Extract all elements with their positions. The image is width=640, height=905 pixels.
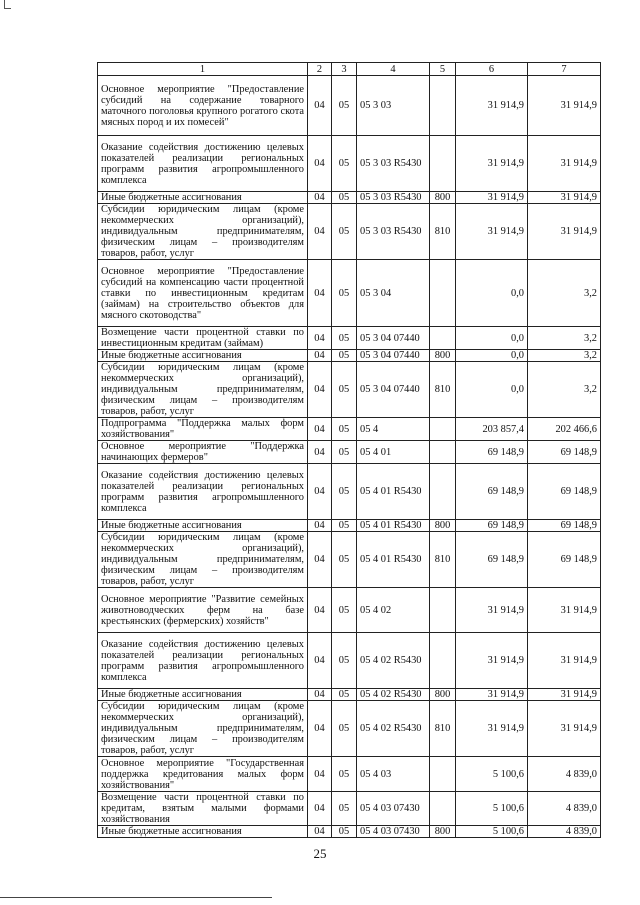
row-expense-type-code (430, 441, 456, 464)
row-section-code: 04 (308, 362, 332, 418)
row-expense-type-code: 810 (430, 204, 456, 260)
header-col-4: 4 (357, 63, 430, 76)
row-description: Оказание содействия достижению целевых показателей реализации региональных программ развития агропромышленного комплекса (98, 633, 308, 689)
row-amount-2: 69 148,9 (528, 520, 601, 532)
row-description: Подпрограмма "Поддержка малых форм хозяйствования" (98, 418, 308, 441)
row-expense-type-code: 810 (430, 362, 456, 418)
row-amount-1: 0,0 (456, 327, 528, 350)
row-amount-1: 5 100,6 (456, 757, 528, 792)
row-subsection-code: 05 (332, 792, 357, 826)
row-description: Иные бюджетные ассигнования (98, 192, 308, 204)
row-amount-2: 69 148,9 (528, 464, 601, 520)
row-section-code: 04 (308, 826, 332, 838)
row-amount-2: 69 148,9 (528, 532, 601, 588)
table-row (98, 826, 601, 838)
row-amount-1: 31 914,9 (456, 588, 528, 633)
row-subsection-code: 05 (332, 588, 357, 633)
row-amount-1: 0,0 (456, 350, 528, 362)
table-row (98, 757, 601, 792)
row-amount-2: 31 914,9 (528, 204, 601, 260)
row-target-article-code: 05 3 03 R5430 (357, 192, 430, 204)
row-amount-1: 31 914,9 (456, 633, 528, 689)
row-amount-2: 31 914,9 (528, 633, 601, 689)
row-description: Основное мероприятие "Развитие семейных животноводческих ферм на базе крестьянских (фермерских) хозяйств" (98, 588, 308, 633)
row-expense-type-code (430, 76, 456, 136)
row-amount-2: 3,2 (528, 327, 601, 350)
footnote-rule (0, 897, 272, 898)
corner-mark (4, 0, 11, 9)
row-amount-2: 69 148,9 (528, 441, 601, 464)
row-description: Иные бюджетные ассигнования (98, 520, 308, 532)
row-subsection-code: 05 (332, 260, 357, 327)
row-subsection-code: 05 (332, 418, 357, 441)
row-section-code: 04 (308, 633, 332, 689)
row-amount-1: 69 148,9 (456, 532, 528, 588)
row-amount-1: 31 914,9 (456, 701, 528, 757)
row-section-code: 04 (308, 689, 332, 701)
row-amount-2: 31 914,9 (528, 701, 601, 757)
row-subsection-code: 05 (332, 464, 357, 520)
row-expense-type-code (430, 136, 456, 192)
table-row (98, 76, 601, 136)
table-row (98, 192, 601, 204)
row-section-code: 04 (308, 757, 332, 792)
row-amount-2: 3,2 (528, 350, 601, 362)
row-amount-1: 69 148,9 (456, 520, 528, 532)
table-row (98, 588, 601, 633)
row-expense-type-code (430, 418, 456, 441)
row-subsection-code: 05 (332, 441, 357, 464)
row-target-article-code: 05 4 02 R5430 (357, 689, 430, 701)
row-subsection-code: 05 (332, 362, 357, 418)
table-row (98, 792, 601, 826)
row-amount-2: 3,2 (528, 362, 601, 418)
row-amount-2: 202 466,6 (528, 418, 601, 441)
table-row (98, 327, 601, 350)
row-subsection-code: 05 (332, 757, 357, 792)
page-number: 25 (313, 846, 327, 861)
row-expense-type-code (430, 757, 456, 792)
row-subsection-code: 05 (332, 633, 357, 689)
row-target-article-code: 05 4 03 07430 (357, 826, 430, 838)
row-description: Основное мероприятие "Предоставление субсидий на содержание товарного маточного поголовья крупного рогатого скота мясных пород и их помесей" (98, 76, 308, 136)
budget-table (97, 62, 601, 838)
row-description: Основное мероприятие "Поддержка начинающих фермеров" (98, 441, 308, 464)
row-target-article-code: 05 3 03 R5430 (357, 204, 430, 260)
row-description: Субсидии юридическим лицам (кроме некоммерческих организаций), индивидуальным предпринимателям, физическим лицам – производителям товаров, работ, услуг (98, 532, 308, 588)
table-row (98, 350, 601, 362)
row-amount-1: 31 914,9 (456, 192, 528, 204)
row-section-code: 04 (308, 327, 332, 350)
row-subsection-code: 05 (332, 192, 357, 204)
row-section-code: 04 (308, 441, 332, 464)
row-section-code: 04 (308, 588, 332, 633)
row-expense-type-code (430, 792, 456, 826)
row-section-code: 04 (308, 464, 332, 520)
row-subsection-code: 05 (332, 520, 357, 532)
row-expense-type-code (430, 327, 456, 350)
table-header-row (98, 63, 601, 76)
row-description: Оказание содействия достижению целевых показателей реализации региональных программ развития агропромышленного комплекса (98, 136, 308, 192)
row-amount-1: 203 857,4 (456, 418, 528, 441)
table-row (98, 464, 601, 520)
row-expense-type-code: 800 (430, 689, 456, 701)
row-target-article-code: 05 4 01 R5430 (357, 520, 430, 532)
row-section-code: 04 (308, 136, 332, 192)
row-amount-1: 69 148,9 (456, 441, 528, 464)
row-target-article-code: 05 4 01 R5430 (357, 464, 430, 520)
row-expense-type-code (430, 464, 456, 520)
row-target-article-code: 05 4 (357, 418, 430, 441)
header-col-5: 5 (430, 63, 456, 76)
row-subsection-code: 05 (332, 350, 357, 362)
row-subsection-code: 05 (332, 76, 357, 136)
row-amount-1: 5 100,6 (456, 826, 528, 838)
row-description: Иные бюджетные ассигнования (98, 689, 308, 701)
row-expense-type-code: 800 (430, 520, 456, 532)
row-description: Возмещение части процентной ставки по инвестиционным кредитам (займам) (98, 327, 308, 350)
row-target-article-code: 05 3 03 R5430 (357, 136, 430, 192)
table-row (98, 633, 601, 689)
row-amount-1: 0,0 (456, 362, 528, 418)
row-section-code: 04 (308, 192, 332, 204)
table-row (98, 441, 601, 464)
row-amount-2: 31 914,9 (528, 192, 601, 204)
row-amount-1: 69 148,9 (456, 464, 528, 520)
row-amount-2: 3,2 (528, 260, 601, 327)
row-amount-1: 31 914,9 (456, 689, 528, 701)
row-section-code: 04 (308, 76, 332, 136)
row-subsection-code: 05 (332, 204, 357, 260)
table-row (98, 418, 601, 441)
table-row (98, 520, 601, 532)
row-description: Оказание содействия достижению целевых показателей реализации региональных программ развития агропромышленного комплекса (98, 464, 308, 520)
row-expense-type-code (430, 260, 456, 327)
header-col-6: 6 (456, 63, 528, 76)
table-row (98, 260, 601, 327)
row-description: Иные бюджетные ассигнования (98, 350, 308, 362)
row-target-article-code: 05 4 03 (357, 757, 430, 792)
row-amount-1: 31 914,9 (456, 204, 528, 260)
row-subsection-code: 05 (332, 136, 357, 192)
row-description: Возмещение части процентной ставки по кредитам, взятым малыми формами хозяйствования (98, 792, 308, 826)
row-subsection-code: 05 (332, 532, 357, 588)
row-subsection-code: 05 (332, 327, 357, 350)
row-subsection-code: 05 (332, 701, 357, 757)
row-target-article-code: 05 3 04 (357, 260, 430, 327)
row-section-code: 04 (308, 350, 332, 362)
row-section-code: 04 (308, 701, 332, 757)
table-body (98, 76, 601, 838)
row-amount-1: 31 914,9 (456, 76, 528, 136)
row-amount-2: 31 914,9 (528, 588, 601, 633)
header-col-2: 2 (308, 63, 332, 76)
row-description: Субсидии юридическим лицам (кроме некоммерческих организаций), индивидуальным предпринимателям, физическим лицам – производителям товаров, работ, услуг (98, 701, 308, 757)
header-col-3: 3 (332, 63, 357, 76)
row-target-article-code: 05 4 02 R5430 (357, 633, 430, 689)
row-amount-2: 4 839,0 (528, 792, 601, 826)
table-row (98, 701, 601, 757)
row-target-article-code: 05 3 04 07440 (357, 327, 430, 350)
row-target-article-code: 05 4 01 (357, 441, 430, 464)
row-section-code: 04 (308, 520, 332, 532)
row-amount-2: 31 914,9 (528, 76, 601, 136)
table-row (98, 689, 601, 701)
row-description: Основное мероприятие "Предоставление субсидий на компенсацию части процентной ставки по инвестиционным кредитам (займам) на строительство объектов для мясного скотоводства" (98, 260, 308, 327)
row-expense-type-code: 800 (430, 350, 456, 362)
row-section-code: 04 (308, 418, 332, 441)
row-section-code: 04 (308, 204, 332, 260)
row-subsection-code: 05 (332, 689, 357, 701)
row-target-article-code: 05 3 04 07440 (357, 350, 430, 362)
row-amount-1: 5 100,6 (456, 792, 528, 826)
row-amount-1: 0,0 (456, 260, 528, 327)
row-section-code: 04 (308, 532, 332, 588)
table-row (98, 136, 601, 192)
table-row (98, 362, 601, 418)
row-target-article-code: 05 3 04 07440 (357, 362, 430, 418)
row-expense-type-code: 810 (430, 532, 456, 588)
row-target-article-code: 05 3 03 (357, 76, 430, 136)
row-expense-type-code (430, 633, 456, 689)
header-col-7: 7 (528, 63, 601, 76)
row-amount-2: 31 914,9 (528, 689, 601, 701)
row-expense-type-code (430, 588, 456, 633)
row-amount-2: 31 914,9 (528, 136, 601, 192)
row-expense-type-code: 800 (430, 826, 456, 838)
header-col-1: 1 (98, 63, 308, 76)
row-amount-2: 4 839,0 (528, 826, 601, 838)
row-expense-type-code: 800 (430, 192, 456, 204)
table-row (98, 532, 601, 588)
row-expense-type-code: 810 (430, 701, 456, 757)
table-row (98, 204, 601, 260)
row-target-article-code: 05 4 03 07430 (357, 792, 430, 826)
row-amount-1: 31 914,9 (456, 136, 528, 192)
row-target-article-code: 05 4 02 (357, 588, 430, 633)
row-description: Субсидии юридическим лицам (кроме некоммерческих организаций), индивидуальным предпринимателям, физическим лицам – производителям товаров, работ, услуг (98, 362, 308, 418)
row-target-article-code: 05 4 01 R5430 (357, 532, 430, 588)
row-subsection-code: 05 (332, 826, 357, 838)
row-section-code: 04 (308, 792, 332, 826)
row-description: Субсидии юридическим лицам (кроме некоммерческих организаций), индивидуальным предпринимателям, физическим лицам – производителям товаров, работ, услуг (98, 204, 308, 260)
row-target-article-code: 05 4 02 R5430 (357, 701, 430, 757)
row-section-code: 04 (308, 260, 332, 327)
row-amount-2: 4 839,0 (528, 757, 601, 792)
row-description: Иные бюджетные ассигнования (98, 826, 308, 838)
row-description: Основное мероприятие "Государственная поддержка кредитования малых форм хозяйствования" (98, 757, 308, 792)
